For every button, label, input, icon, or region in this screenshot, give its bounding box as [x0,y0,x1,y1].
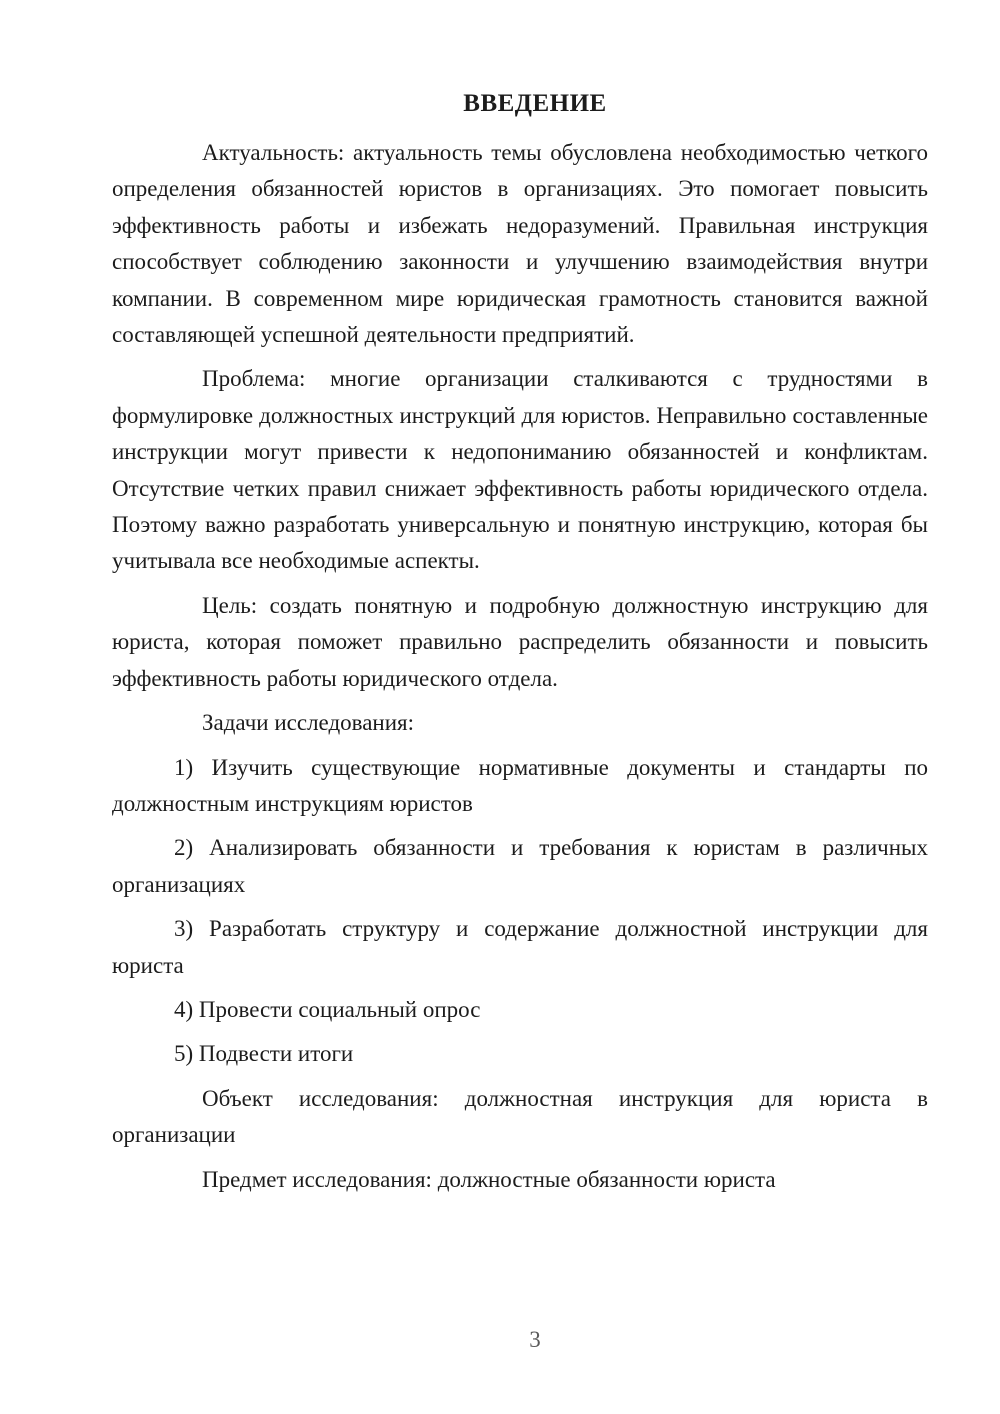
task-item-2: 2) Анализировать обязанности и требования к юристам в различных организациях [112,835,928,897]
paragraph-goal: Цель: создать понятную и подробную должностную инструкцию для юриста, которая поможет правильно распределить обязанности и повысить эффективность работы юридического отдела. [112,592,928,691]
paragraph-relevance: Актуальность: актуальность темы обусловлена необходимостью четкого определения обязанностей юристов в организациях. Это помогает повысить эффективность работы и избежать недоразумений. Правильная инструкция способствует соблюдению законности и улучшению взаимодействия внутри компании. В современном мире юридическая грамотность становится важной составляющей успешной деятельности предприятий. [112,140,928,348]
task-item-5: 5) Подвести итоги [174,1041,354,1067]
page-number: 3 [529,1327,541,1352]
paragraph-research-object: Объект исследования: должностная инструкция для юриста в организации [112,1085,928,1148]
paragraph-problem: Проблема: многие организации сталкиваются с трудностями в формулировке должностных инструкций для юристов. Неправильно составленные инструкции могут привести к недопониманию обязанностей и конфликтам. Отсутствие четких правил снижает эффективность работы юридического отдела. Поэтому важно разработать универсальную и понятную инструкцию, которая бы учитывала все необходимые аспекты. [112,366,928,574]
page-title: ВВЕДЕНИЕ [463,90,607,117]
task-item-4: 4) Провести социальный опрос [174,996,481,1022]
task-item-1: 1) Изучить существующие нормативные документы и стандарты по должностным инструкциям юристов [112,754,928,816]
task-item-3: 3) Разработать структуру и содержание должностной инструкции для юриста [112,916,928,978]
tasks-heading: Задачи исследования: [202,710,415,736]
paragraph-research-subject: Предмет исследования: должностные обязанности юриста [202,1166,776,1192]
